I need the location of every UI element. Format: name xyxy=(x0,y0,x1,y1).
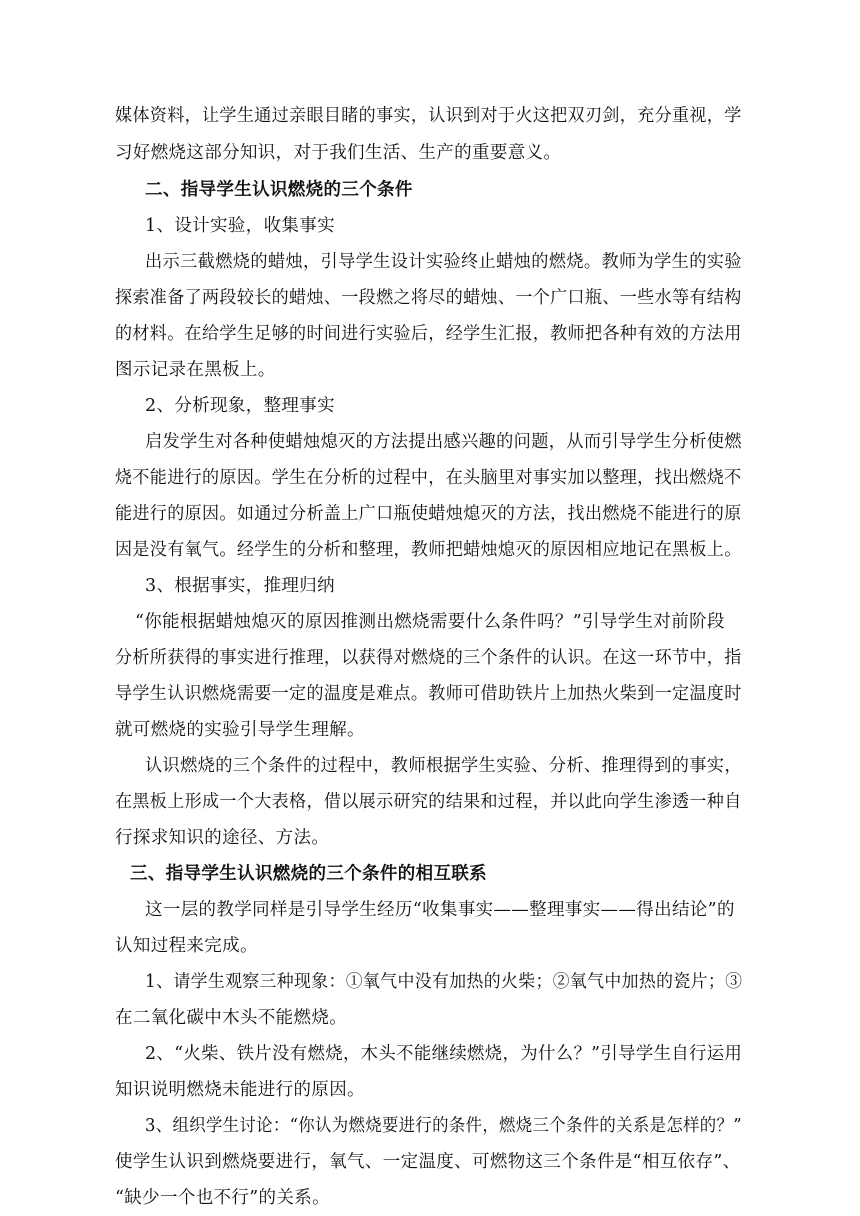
paragraph-line: 在二氧化碳中木头不能燃烧。 xyxy=(115,1008,348,1028)
paragraph-line: 知识说明燃烧未能进行的原因。 xyxy=(115,1080,365,1100)
paragraph-line: 使学生认识到燃烧要进行，氧气、一定温度、可燃物这三个条件是“相互依存”、 xyxy=(115,1152,741,1172)
paragraph-line: 烧不能进行的原因。学生在分析的过程中，在头脑里对事实加以整理，找出燃烧不 xyxy=(115,468,742,488)
paragraph-line: “你能根据蜡烛熄灭的原因推测出燃烧需要什么条件吗？”引导学生对前阶段 xyxy=(135,612,725,632)
paragraph-line: 图示记录在黑板上。 xyxy=(115,360,276,380)
paragraph-line: 的材料。在给学生足够的时间进行实验后，经学生汇报，教师把各种有效的方法用 xyxy=(115,324,742,344)
paragraph-line: 出示三截燃烧的蜡烛，引导学生设计实验终止蜡烛的燃烧。教师为学生的实验 xyxy=(145,252,742,272)
paragraph-line: 导学生认识燃烧需要一定的温度是难点。教师可借助铁片上加热火柴到一定温度时 xyxy=(115,684,742,704)
paragraph-line: 就可燃烧的实验引导学生理解。 xyxy=(115,720,365,740)
paragraph-line: 探索准备了两段较长的蜡烛、一段燃之将尽的蜡烛、一个广口瓶、一些水等有结构 xyxy=(115,288,742,308)
paragraph-line: 2、“火柴、铁片没有燃烧，木头不能继续燃烧，为什么？”引导学生自行运用 xyxy=(145,1044,743,1064)
section-heading-2: 二、指导学生认识燃烧的三个条件 xyxy=(145,180,413,200)
paragraph-line: 媒体资料，让学生通过亲眼目睹的事实，认识到对于火这把双刃剑，充分重视，学 xyxy=(115,106,742,126)
paragraph-line: “缺少一个也不行”的关系。 xyxy=(115,1188,330,1208)
paragraph-line: 3、根据事实，推理归纳 xyxy=(145,576,335,596)
paragraph-line: 认识燃烧的三个条件的过程中，教师根据学生实验、分析、推理得到的事实， xyxy=(145,756,742,776)
paragraph-line: 这一层的教学同样是引导学生经历“收集事实——整理事实——得出结论”的 xyxy=(145,900,735,920)
paragraph-line: 行探求知识的途径、方法。 xyxy=(115,828,330,848)
paragraph-line: 能进行的原因。如通过分析盖上广口瓶使蜡烛熄灭的方法，找出燃烧不能进行的原 xyxy=(115,504,742,524)
paragraph-line: 启发学生对各种使蜡烛熄灭的方法提出感兴趣的问题，从而引导学生分析使燃 xyxy=(145,432,742,452)
paragraph-line: 认知过程来完成。 xyxy=(115,936,258,956)
paragraph-line: 因是没有氧气。经学生的分析和整理，教师把蜡烛熄灭的原因相应地记在黑板上。 xyxy=(115,540,742,560)
paragraph-line: 1、设计实验，收集事实 xyxy=(145,216,335,236)
paragraph-line: 2、分析现象，整理事实 xyxy=(145,396,335,416)
paragraph-line: 1、请学生观察三种现象：①氧气中没有加热的火柴；②氧气中加热的瓷片；③ xyxy=(145,972,743,992)
paragraph-line: 3、组织学生讨论：“你认为燃烧要进行的条件，燃烧三个条件的关系是怎样的？” xyxy=(145,1116,742,1136)
paragraph-line: 习好燃烧这部分知识，对于我们生活、生产的重要意义。 xyxy=(115,143,562,163)
section-heading-3: 三、指导学生认识燃烧的三个条件的相互联系 xyxy=(130,864,487,884)
paragraph-line: 在黑板上形成一个大表格，借以展示研究的结果和过程，并以此向学生渗透一种自 xyxy=(115,792,742,812)
paragraph-line: 分析所获得的事实进行推理，以获得对燃烧的三个条件的认识。在这一环节中，指 xyxy=(115,648,742,668)
